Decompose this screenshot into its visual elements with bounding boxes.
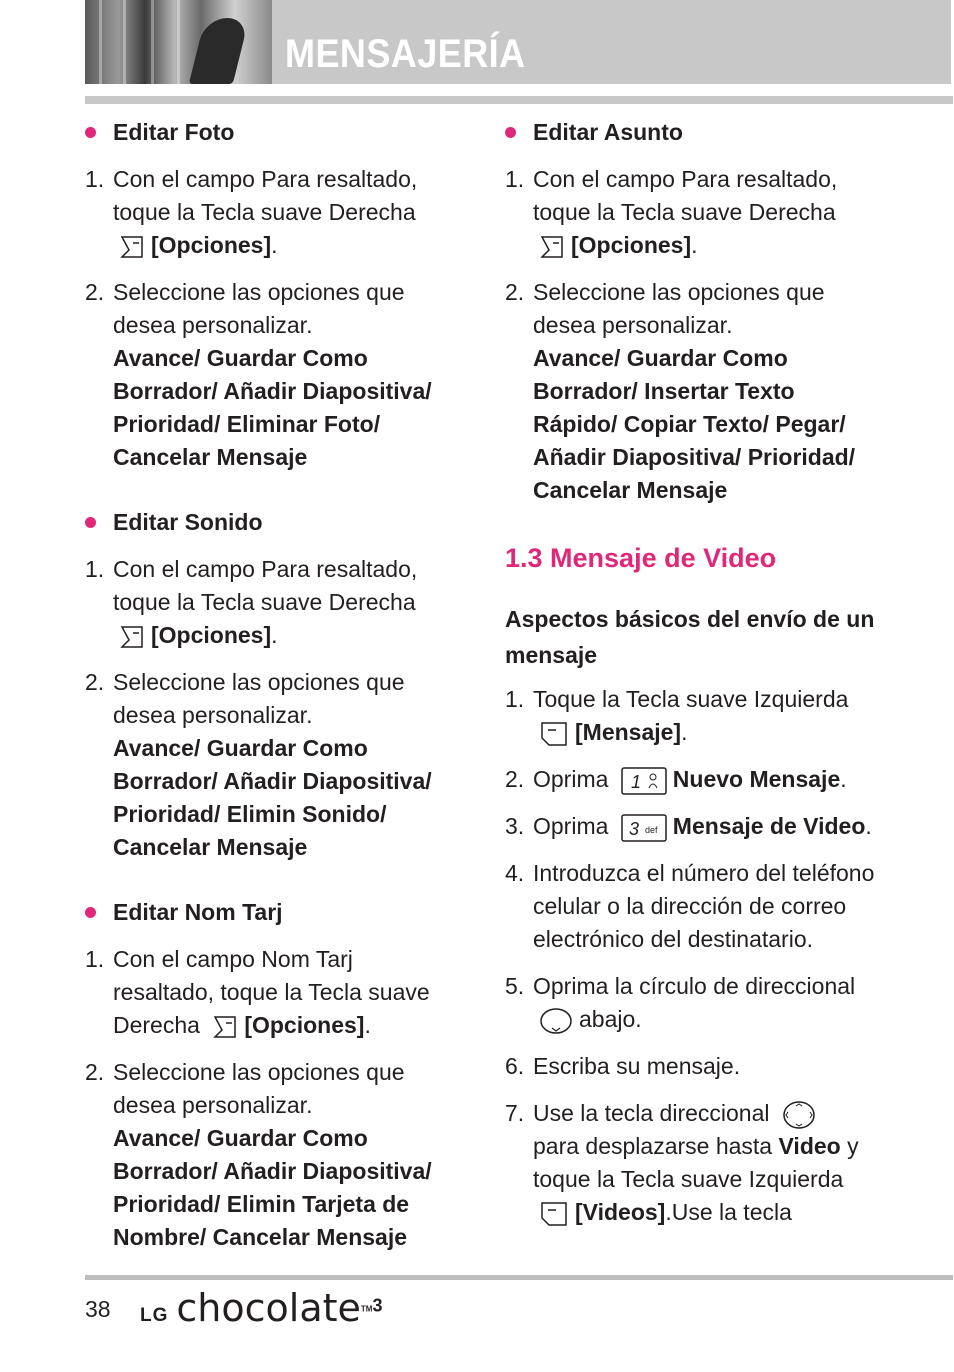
- right-softkey-icon: [212, 1015, 238, 1039]
- right-softkey-icon: [119, 235, 145, 259]
- steps-list: [505, 683, 885, 1229]
- list-item: 1. Toque la Tecla suave Izquierda [Mensaje].: [505, 686, 849, 745]
- svg-text:3: 3: [628, 818, 639, 839]
- brand-version: 3: [372, 1295, 383, 1316]
- list-item: 2. Seleccione las opciones que desea personalizar. Avance/ Guardar Como Borrador/ Añadir Diapositiva/ Prioridad/ Eliminar Foto/ Cancelar Mensaje: [85, 279, 432, 470]
- list-item: 2. Seleccione las opciones que desea personalizar. Avance/ Guardar Como Borrador/ Añadir Diapositiva/ Prioridad/ Elimin Sonido/ Cancelar Mensaje: [85, 669, 432, 860]
- directional-key-icon: [782, 1100, 816, 1130]
- list-item: 6. Escriba su mensaje.: [505, 1053, 741, 1079]
- list-item: 1. Con el campo Para resaltado, toque la Tecla suave Derecha [Opciones].: [85, 166, 418, 258]
- section-heading: Editar Asunto: [505, 116, 885, 149]
- brand-logo: [140, 1286, 382, 1330]
- section-heading: Editar Nom Tarj: [85, 896, 445, 929]
- bullet-icon: [505, 127, 516, 138]
- key-3-icon: [621, 814, 667, 842]
- right-column: [505, 116, 885, 1243]
- page-title: MENSAJERÍA: [285, 32, 526, 76]
- list-item: 7. Use la tecla direccional para desplazarse hasta Video y toque la Tecla suave Izquierda [Videos].Use la tecla: [505, 1100, 859, 1225]
- brand-name: chocolate: [176, 1286, 361, 1330]
- left-column: [85, 116, 445, 1268]
- steps-list: [85, 163, 445, 474]
- key-1-icon: [621, 767, 667, 795]
- brand-tm: TM: [360, 1304, 373, 1314]
- left-softkey-icon: [539, 1201, 569, 1227]
- page-number: 38: [85, 1296, 111, 1322]
- list-item: 1. Con el campo Para resaltado, toque la Tecla suave Derecha [Opciones].: [85, 556, 418, 648]
- steps-list: [505, 163, 885, 507]
- header-photo: [85, 0, 272, 84]
- bullet-icon: [85, 127, 96, 138]
- steps-list: [85, 553, 445, 864]
- sub-heading: Aspectos básicos del envío de un mensaje: [505, 606, 875, 668]
- right-softkey-icon: [119, 625, 145, 649]
- section-title: 1.3 Mensaje de Video: [505, 543, 777, 573]
- section-heading: Editar Foto: [85, 116, 445, 149]
- section-heading: Editar Sonido: [85, 506, 445, 539]
- bullet-icon: [85, 907, 96, 918]
- header-divider: [85, 96, 953, 104]
- list-item: 4. Introduzca el número del teléfono celular o la dirección de correo electrónico del destinatario.: [505, 860, 875, 952]
- list-item: 1. Con el campo Para resaltado, toque la Tecla suave Derecha [Opciones].: [505, 166, 838, 258]
- svg-text:def: def: [644, 824, 658, 835]
- footer-divider: [85, 1275, 953, 1280]
- list-item: 2. Seleccione las opciones que desea personalizar. Avance/ Guardar Como Borrador/ Insertar Texto Rápido/ Copiar Texto/ Pegar/ Añadir Diapositiva/ Prioridad/ Cancelar Mensaje: [505, 279, 856, 503]
- svg-text:1: 1: [630, 771, 641, 792]
- list-item: 2. Seleccione las opciones que desea personalizar. Avance/ Guardar Como Borrador/ Añadir Diapositiva/ Prioridad/ Elimin Tarjeta de Nombre/ Cancelar Mensaje: [85, 1059, 432, 1250]
- right-softkey-icon: [539, 235, 565, 259]
- bullet-icon: [85, 517, 96, 528]
- list-item: 2. Oprima 1 Nuevo Mensaje.: [505, 763, 885, 796]
- list-item: 5. Oprima la círculo de direccional abajo.: [505, 970, 885, 1036]
- brand-lg: LG: [140, 1305, 169, 1326]
- nav-down-icon: [539, 1007, 573, 1035]
- list-item: 3. Oprima 3 def Mensaje de Video.: [505, 810, 885, 843]
- steps-list: [85, 943, 445, 1254]
- list-item: 1. Con el campo Nom Tarj resaltado, toque la Tecla suave Derecha [Opciones].: [85, 946, 430, 1038]
- left-softkey-icon: [539, 721, 569, 747]
